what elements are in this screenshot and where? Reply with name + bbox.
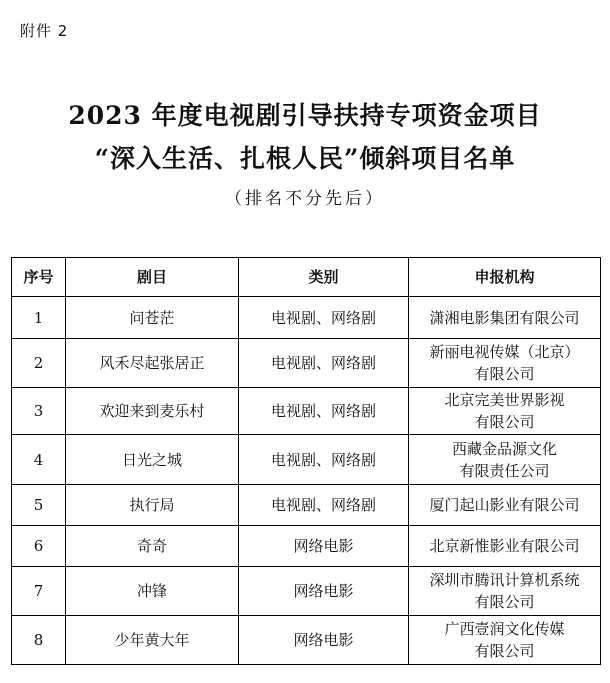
row-organization	[409, 388, 601, 435]
table-row	[12, 297, 601, 339]
table-row	[12, 435, 601, 485]
header-category: 类别	[239, 258, 409, 297]
org-line: 潇湘电影集团有限公司	[429, 308, 580, 327]
row-title: 日光之城	[66, 435, 239, 485]
row-title: 欢迎来到麦乐村	[66, 388, 239, 435]
org-line: 有限公司	[474, 593, 535, 611]
org-line: 北京完美世界影视	[444, 391, 565, 409]
document-subtitle: （排名不分先后）	[225, 189, 385, 209]
row-category: 网络电影	[239, 526, 409, 567]
row-title: 少年黄大年	[66, 616, 239, 665]
row-organization	[409, 435, 601, 485]
org-line: 有限公司	[474, 642, 535, 660]
row-title: 问苍茫	[66, 297, 239, 339]
table-header-row	[12, 258, 601, 297]
attachment-label: 附件 2	[20, 22, 69, 40]
row-organization	[409, 339, 601, 388]
row-organization	[409, 485, 601, 526]
row-index: 4	[12, 435, 66, 485]
table-row	[12, 567, 601, 616]
row-index: 6	[12, 526, 66, 567]
header-index: 序号	[12, 258, 66, 297]
row-category: 电视剧、网络剧	[239, 297, 409, 339]
row-title: 执行局	[66, 485, 239, 526]
row-index: 8	[12, 616, 66, 665]
project-list-table	[11, 257, 601, 665]
row-organization	[409, 616, 601, 665]
row-category: 电视剧、网络剧	[239, 435, 409, 485]
org-line: 西藏金品源文化	[451, 439, 557, 458]
table-row	[12, 485, 601, 526]
row-category: 电视剧、网络剧	[239, 388, 409, 435]
row-category: 电视剧、网络剧	[239, 485, 409, 526]
document-title-line-2: “深入生活、扎根人民”倾斜项目名单	[94, 144, 516, 173]
table-row	[12, 388, 601, 435]
org-line: 有限公司	[474, 413, 535, 431]
table-row	[12, 526, 601, 567]
row-index: 3	[12, 388, 66, 435]
row-title: 冲锋	[66, 567, 239, 616]
org-line: 深圳市腾讯计算机系统	[429, 571, 580, 589]
document-title-line-1: 2023 年度电视剧引导扶持专项资金项目	[68, 101, 542, 130]
row-organization	[409, 567, 601, 616]
row-organization	[409, 297, 601, 339]
org-line: 有限公司	[474, 365, 535, 383]
org-line: 新丽电视传媒（北京）	[429, 343, 580, 361]
table-row	[12, 339, 601, 388]
org-line: 北京新惟影业有限公司	[429, 537, 580, 555]
row-category: 网络电影	[239, 616, 409, 665]
row-title: 风禾尽起张居正	[66, 339, 239, 388]
row-category: 网络电影	[239, 567, 409, 616]
header-organization: 申报机构	[409, 258, 601, 297]
row-index: 7	[12, 567, 66, 616]
table-row	[12, 616, 601, 665]
row-title: 奇奇	[66, 526, 239, 567]
row-index: 5	[12, 485, 66, 526]
org-line: 广西壹润文化传媒	[444, 620, 565, 638]
row-index: 1	[12, 297, 66, 339]
row-organization	[409, 526, 601, 567]
row-category: 电视剧、网络剧	[239, 339, 409, 388]
org-line: 有限责任公司	[459, 461, 550, 480]
row-index: 2	[12, 339, 66, 388]
org-line: 厦门起山影业有限公司	[429, 496, 580, 514]
header-title: 剧目	[66, 258, 239, 297]
